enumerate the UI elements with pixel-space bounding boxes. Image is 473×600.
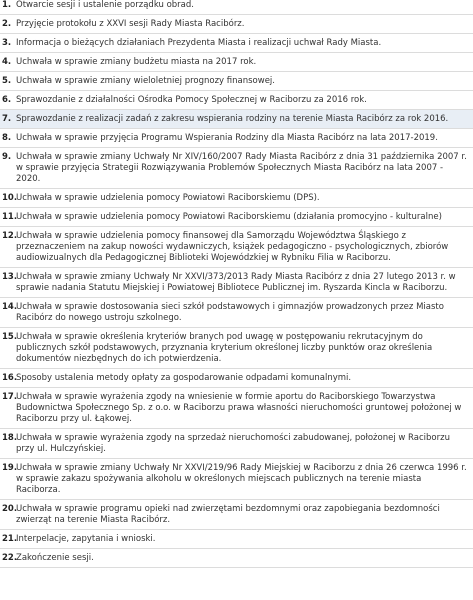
agenda-item-number: 16. bbox=[2, 373, 18, 383]
agenda-item-number: 1. bbox=[2, 0, 12, 10]
agenda-item-number: 12. bbox=[2, 231, 18, 241]
agenda-item-number: 14. bbox=[2, 302, 18, 312]
agenda-item-9 bbox=[0, 148, 473, 189]
agenda-item-17 bbox=[0, 388, 473, 429]
agenda-item-number: 10. bbox=[2, 193, 18, 203]
agenda-item-number: 6. bbox=[2, 95, 12, 105]
agenda-item-number: 11. bbox=[2, 212, 18, 222]
agenda-item-text: Uchwała w sprawie programu opieki nad zwierzętami bezdomnymi oraz zapobiegania bezdomności zwierząt na terenie Miasta Racibórz. bbox=[16, 504, 440, 525]
agenda-item-12 bbox=[0, 227, 473, 268]
agenda-item-18 bbox=[0, 429, 473, 459]
agenda-item-text: Przyjęcie protokołu z XXVI sesji Rady Miasta Racibórz. bbox=[16, 19, 245, 29]
agenda-item-text: Uchwała w sprawie zmiany budżetu miasta na 2017 rok. bbox=[16, 57, 257, 67]
agenda-item-number: 2. bbox=[2, 19, 12, 29]
agenda-item-number: 15. bbox=[2, 332, 18, 342]
agenda-item-number: 17. bbox=[2, 392, 18, 402]
agenda-item-text: Sprawozdanie z realizacji zadań z zakresu wspierania rodziny na terenie Miasta Racibórz za rok 2016. bbox=[16, 114, 449, 124]
agenda-item-text: Sprawozdanie z działalności Ośrodka Pomocy Społecznej w Raciborzu za 2016 rok. bbox=[16, 95, 367, 105]
agenda-item-number: 18. bbox=[2, 433, 18, 443]
agenda-item-number: 13. bbox=[2, 272, 18, 282]
agenda-item-3 bbox=[0, 34, 473, 53]
agenda-item-text: Informacja o bieżących działaniach Prezydenta Miasta i realizacji uchwał Rady Miasta. bbox=[16, 38, 382, 48]
agenda-item-11 bbox=[0, 208, 473, 227]
agenda-item-text: Uchwała w sprawie zmiany Uchwały Nr XIV/160/2007 Rady Miasta Racibórz z dnia 31 października 2007 r. w sprawie przyjęcia Strategii Rozwiązywania Problemów Społecznych Miasta Racibórz na lata 2007 - 2020. bbox=[16, 152, 467, 184]
agenda-item-number: 9. bbox=[2, 152, 12, 162]
agenda-item-number: 22. bbox=[2, 553, 18, 563]
agenda-item-7[interactable] bbox=[0, 110, 473, 129]
agenda-item-text: Uchwała w sprawie wyrażenia zgody na sprzedaż nieruchomości zabudowanej, położonej w Raciborzu przy ul. Hulczyńskiej. bbox=[16, 433, 450, 454]
agenda-item-15 bbox=[0, 328, 473, 369]
agenda-item-text: Uchwała w sprawie udzielenia pomocy Powiatowi Raciborskiemu (DPS). bbox=[16, 193, 320, 203]
agenda-item-text: Uchwała w sprawie zmiany Uchwały Nr XXVI/373/2013 Rady Miasta Racibórz z dnia 27 lutego 2013 r. w sprawie nadania Statutu Miejskiej i Powiatowej Bibliotece Publicznej im. Ryszarda Kincla w Raciborzu. bbox=[16, 272, 456, 293]
agenda-item-text: Uchwała w sprawie wyrażenia zgody na wniesienie w formie aportu do Raciborskiego Towarzystwa Budownictwa Społecznego Sp. z o.o. w Raciborzu prawa własności nieruchomości gruntowej położonej w Raciborzu przy ul. Łąkowej. bbox=[16, 392, 462, 424]
agenda-item-text: Uchwała w sprawie zmiany Uchwały Nr XXVI/219/96 Rady Miejskiej w Raciborzu z dnia 26 czerwca 1996 r. w sprawie zakazu spożywania alkoholu w określonych miejscach publicznych na terenie miasta Raciborza. bbox=[16, 463, 467, 495]
agenda-item-number: 21. bbox=[2, 534, 18, 544]
agenda-item-1 bbox=[0, 0, 473, 15]
agenda-item-5 bbox=[0, 72, 473, 91]
agenda-item-number: 5. bbox=[2, 76, 12, 86]
agenda-item-21 bbox=[0, 530, 473, 549]
agenda-item-8 bbox=[0, 129, 473, 148]
agenda-item-number: 7. bbox=[2, 114, 12, 124]
agenda-item-text: Uchwała w sprawie udzielenia pomocy Powiatowi Raciborskiemu (działania promocyjno - kulturalne) bbox=[16, 212, 442, 222]
agenda-item-4 bbox=[0, 53, 473, 72]
agenda-item-text: Otwarcie sesji i ustalenie porządku obrad. bbox=[16, 0, 194, 10]
agenda-item-text: Uchwała w sprawie dostosowania sieci szkół podstawowych i gimnazjów prowadzonych przez Miasto Racibórz do nowego ustroju szkolnego. bbox=[16, 302, 444, 323]
agenda-item-text: Uchwała w sprawie określenia kryteriów branych pod uwagę w postępowaniu rekrutacyjnym do publicznych szkół podstawowych, przyznania kryterium określonej liczby punktów oraz określenia dokumentów niezbędnych do ich potwierdzenia. bbox=[16, 332, 433, 364]
agenda-item-text: Interpelacje, zapytania i wnioski. bbox=[16, 534, 156, 544]
agenda-item-13 bbox=[0, 268, 473, 298]
agenda-item-number: 3. bbox=[2, 38, 12, 48]
agenda-item-number: 20. bbox=[2, 504, 18, 514]
agenda-item-number: 8. bbox=[2, 133, 12, 143]
agenda-item-text: Uchwała w sprawie przyjęcia Programu Wspierania Rodziny dla Miasta Racibórz na lata 2017-2019. bbox=[16, 133, 438, 143]
agenda-item-10 bbox=[0, 189, 473, 208]
agenda-item-14 bbox=[0, 298, 473, 328]
agenda-item-22 bbox=[0, 549, 473, 568]
agenda-item-text: Zakończenie sesji. bbox=[16, 553, 94, 563]
agenda-item-number: 4. bbox=[2, 57, 12, 67]
agenda-item-text: Sposoby ustalenia metody opłaty za gospodarowanie odpadami komunalnymi. bbox=[16, 373, 352, 383]
agenda-item-text: Uchwała w sprawie udzielenia pomocy finansowej dla Samorządu Województwa Śląskiego z przeznaczeniem na zakup nowości wydawniczych, książek pedagogiczno - psychologicznych, zbiorów audiowizualnych dla Pedagogicznej Biblioteki Wojewódzkiej w Rybniku Filia w Raciborzu. bbox=[16, 231, 449, 263]
agenda-item-20 bbox=[0, 500, 473, 530]
agenda-item-number: 19. bbox=[2, 463, 18, 473]
agenda-item-2 bbox=[0, 15, 473, 34]
agenda-item-text: Uchwała w sprawie zmiany wieloletniej prognozy finansowej. bbox=[16, 76, 275, 86]
agenda-item-16 bbox=[0, 369, 473, 388]
agenda-item-19 bbox=[0, 459, 473, 500]
agenda-item-6 bbox=[0, 91, 473, 110]
